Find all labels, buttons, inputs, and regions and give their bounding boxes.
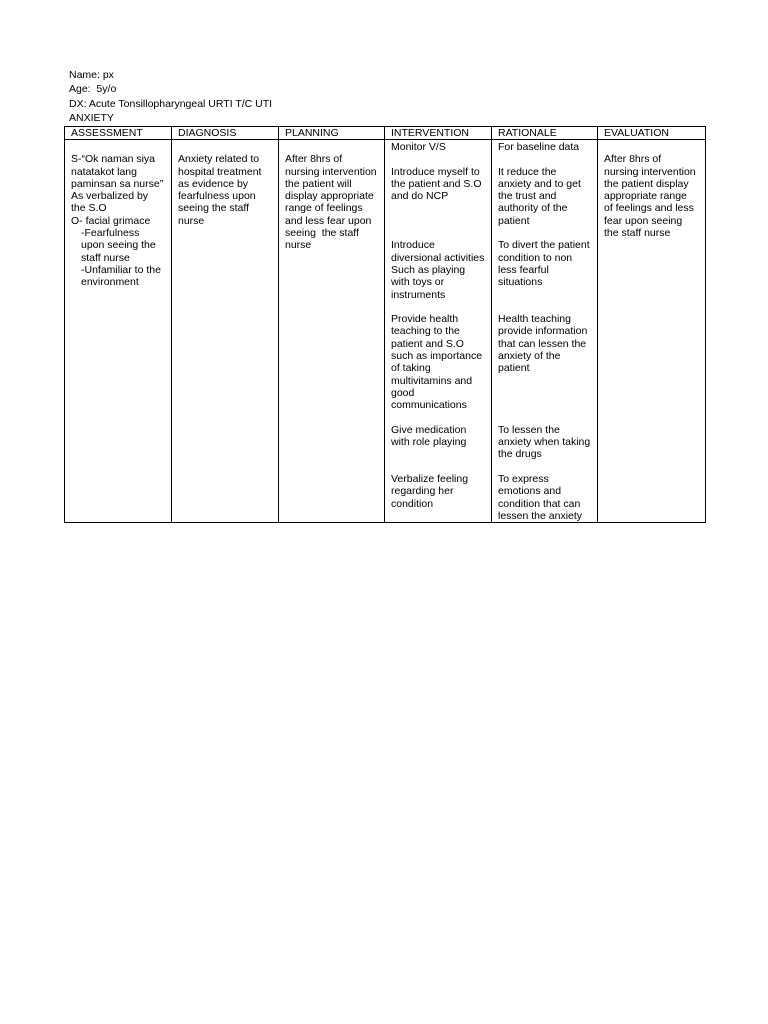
intervention-line: Give medication [391, 423, 467, 436]
nursing-care-plan-table [64, 126, 706, 523]
intervention-line: condition [391, 497, 434, 510]
intervention-line [391, 448, 485, 460]
intervention-line: Provide health [391, 313, 459, 326]
rationale-line: situations [498, 276, 543, 289]
rationale-line [498, 289, 591, 301]
rationale-line: condition to non [498, 251, 573, 264]
evaluation-line: of feelings and less [604, 202, 694, 215]
column-header-diagnosis: DIAGNOSIS [172, 127, 279, 140]
rationale-line [498, 461, 591, 473]
intervention-line: Such as playing [391, 263, 466, 276]
column-header-intervention: INTERVENTION [385, 127, 492, 140]
planning-line: display appropriate [285, 190, 374, 203]
intervention-line [391, 461, 485, 473]
rationale-line: condition that can [498, 497, 581, 510]
column-header-evaluation: EVALUATION [598, 127, 706, 140]
rationale-line: Health teaching [498, 313, 571, 326]
intervention-line: Introduce [391, 239, 435, 252]
intervention-line: and do NCP [391, 190, 449, 203]
rationale-line [498, 387, 591, 399]
evaluation-line: nursing intervention [604, 165, 696, 178]
rationale-line: lessen the anxiety [498, 509, 583, 522]
rationale-line: To divert the patient [498, 239, 590, 252]
assessment-line: As verbalized by [71, 190, 149, 203]
assessment-line: paminsan sa nurse” [71, 177, 164, 190]
assessment-line: -Unfamiliar to the [81, 263, 161, 276]
planning-line: seeing the staff [285, 227, 359, 240]
intervention-line [391, 301, 485, 313]
rationale-line: To express [498, 473, 549, 486]
intervention-line: of taking [391, 362, 431, 375]
intervention-line: Introduce myself to [391, 165, 480, 178]
evaluation-line: After 8hrs of [604, 153, 662, 166]
intervention-cell [385, 140, 492, 523]
planning-line: nurse [285, 239, 312, 252]
evaluation-line: appropriate range [604, 190, 687, 203]
diagnosis-line: as evidence by [178, 177, 249, 190]
intervention-line [391, 153, 485, 165]
intervention-line: diversional activities [391, 251, 485, 264]
column-header-rationale: RATIONALE [492, 127, 598, 140]
table-header-row [65, 127, 706, 140]
planning-line: and less fear upon [285, 214, 372, 227]
rationale-line [498, 227, 591, 239]
diagnosis-line: nurse [178, 214, 205, 227]
rationale-line [498, 399, 591, 411]
rationale-line [498, 375, 591, 387]
rationale-line [498, 412, 591, 424]
diagnosis-line [178, 141, 272, 153]
assessment-line: staff nurse [81, 251, 130, 264]
evaluation-cell [598, 140, 706, 523]
planning-line [285, 141, 378, 153]
rationale-line [498, 301, 591, 313]
intervention-line: with toys or [391, 276, 445, 289]
evaluation-line: fear upon seeing [604, 214, 683, 227]
intervention-line: with role playing [391, 436, 467, 449]
intervention-line: regarding her [391, 485, 454, 498]
assessment-line: environment [81, 276, 139, 289]
rationale-line: For baseline data [498, 141, 580, 153]
rationale-line: anxiety and to get [498, 177, 581, 190]
column-header-planning: PLANNING [279, 127, 385, 140]
rationale-line: It reduce the [498, 165, 557, 178]
assessment-line: upon seeing the [81, 239, 156, 252]
assessment-line: -Fearfulness [81, 227, 140, 240]
intervention-line [391, 215, 485, 227]
intervention-line [391, 227, 485, 239]
intervention-line: Monitor V/S [391, 141, 446, 153]
rationale-cell [492, 140, 598, 523]
intervention-line: communications [391, 399, 467, 412]
planning-line: nursing intervention [285, 165, 377, 178]
rationale-line: the drugs [498, 448, 542, 461]
diagnosis-cell [172, 140, 279, 523]
rationale-line: that can lessen the [498, 337, 587, 350]
assessment-line: O- facial grimace [71, 214, 151, 227]
rationale-line: To lessen the [498, 423, 560, 436]
assessment-line: the S.O [71, 202, 107, 215]
rationale-line: patient [498, 362, 530, 375]
patient-name: Name: px [69, 69, 114, 81]
planning-cell [279, 140, 385, 523]
rationale-line: emotions and [498, 485, 562, 498]
intervention-line: patient and S.O [391, 337, 464, 350]
diagnosis-line: Anxiety related to [178, 153, 260, 166]
assessment-cell [65, 140, 172, 523]
intervention-line: such as importance [391, 350, 483, 363]
diagnosis-line: hospital treatment [178, 165, 262, 178]
diagnosis-line: fearfulness upon [178, 190, 256, 203]
rationale-line: anxiety when taking [498, 436, 591, 449]
rationale-line [498, 153, 591, 165]
diagnosis-line: seeing the staff [178, 202, 250, 215]
evaluation-line: the patient display [604, 177, 689, 190]
rationale-line: provide information [498, 325, 588, 338]
evaluation-line [604, 141, 699, 153]
assessment-line [71, 141, 165, 153]
intervention-line: good [391, 386, 415, 399]
planning-line: the patient will [285, 177, 352, 190]
planning-line: range of feelings [285, 202, 363, 215]
table-row [65, 140, 706, 523]
intervention-line: Verbalize feeling [391, 473, 469, 486]
patient-diagnosis: DX: Acute Tonsillopharyngeal URTI T/C UTI [69, 97, 273, 110]
rationale-line: less fearful [498, 263, 549, 276]
intervention-line: multivitamins and [391, 374, 473, 387]
rationale-line: the trust and [498, 190, 557, 203]
planning-line: After 8hrs of [285, 153, 343, 166]
rationale-line: authority of the [498, 202, 568, 215]
intervention-line: teaching to the [391, 325, 460, 338]
assessment-line: S-“Ok naman siya [71, 153, 156, 166]
intervention-line: instruments [391, 288, 446, 301]
patient-header [69, 68, 272, 126]
care-plan-topic: ANXIETY [69, 112, 114, 125]
patient-age: Age: 5y/o [69, 83, 117, 96]
rationale-line: anxiety of the [498, 350, 561, 363]
column-header-assessment: ASSESSMENT [65, 127, 172, 140]
evaluation-line: the staff nurse [604, 227, 671, 240]
intervention-line [391, 412, 485, 424]
intervention-line [391, 202, 485, 214]
intervention-line: the patient and S.O [391, 177, 482, 190]
rationale-line: patient [498, 214, 530, 227]
assessment-line: natatakot lang [71, 165, 137, 178]
